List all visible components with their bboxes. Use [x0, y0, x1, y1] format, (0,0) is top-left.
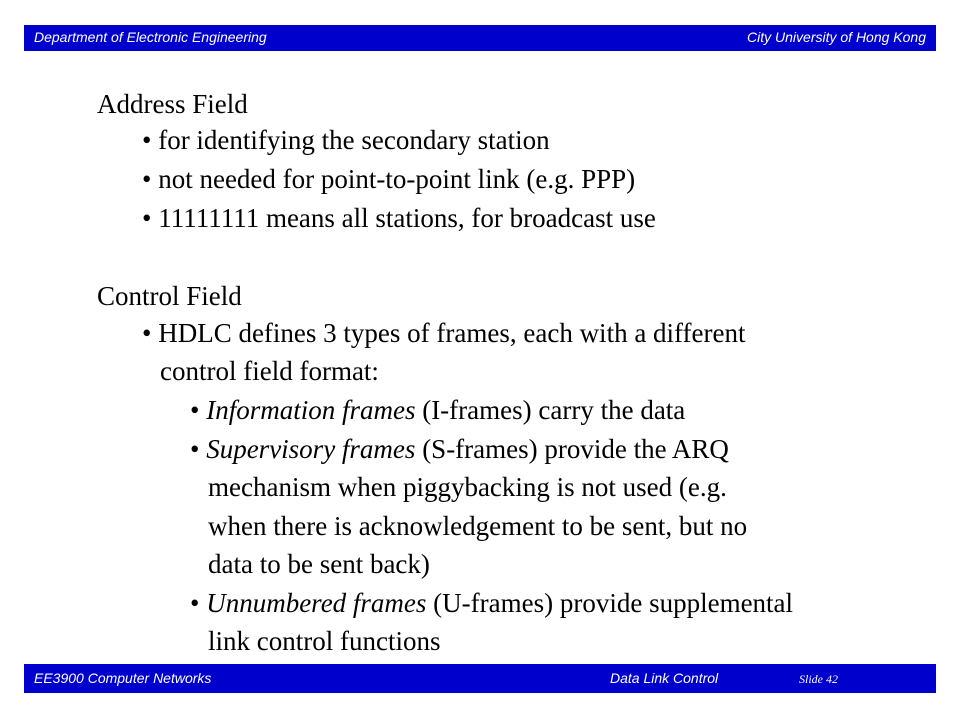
department-label: Department of Electronic Engineering — [34, 29, 267, 45]
uframe-bullet — [190, 585, 793, 621]
sframe-bullet — [190, 431, 729, 467]
course-label: EE3900 Computer Networks — [34, 670, 212, 686]
uframe-term: Unnumbered frames — [206, 588, 427, 618]
header-bar — [24, 25, 936, 51]
sframe-continuation-3: data to be sent back) — [208, 549, 430, 579]
slide-number: Slide 42 — [799, 672, 838, 686]
iframe-term: Information frames — [206, 395, 416, 425]
uframe-bullet-mark: • — [190, 588, 207, 618]
university-label: City University of Hong Kong — [747, 29, 926, 45]
address-bullet-3: • 11111111 means all stations, for broadcast use — [142, 203, 656, 233]
sframe-continuation-2: when there is acknowledgement to be sent, but no — [208, 511, 748, 541]
sframe-bullet-mark: • — [190, 434, 207, 464]
control-intro-line-2: control field format: — [160, 356, 379, 386]
topic-label: Data Link Control — [610, 670, 719, 686]
iframe-bullet-mark: • — [190, 395, 207, 425]
sframe-description: (S-frames) provide the ARQ — [415, 434, 729, 464]
address-bullet-1: • for identifying the secondary station — [142, 125, 550, 155]
uframe-description: (U-frames) provide supplemental — [426, 588, 794, 618]
address-bullet-2: • not needed for point-to-point link (e.g. PPP) — [142, 164, 636, 194]
iframe-bullet — [190, 392, 685, 428]
control-heading: Control Field — [97, 281, 242, 311]
iframe-description: (I-frames) carry the data — [415, 395, 686, 425]
footer-bar — [24, 664, 936, 693]
control-intro-line-1: • HDLC defines 3 types of frames, each with a different — [142, 318, 746, 348]
uframe-continuation-1: link control functions — [208, 626, 441, 656]
address-heading: Address Field — [97, 89, 248, 119]
sframe-continuation-1: mechanism when piggybacking is not used (e.g. — [208, 472, 727, 502]
sframe-term: Supervisory frames — [206, 434, 416, 464]
